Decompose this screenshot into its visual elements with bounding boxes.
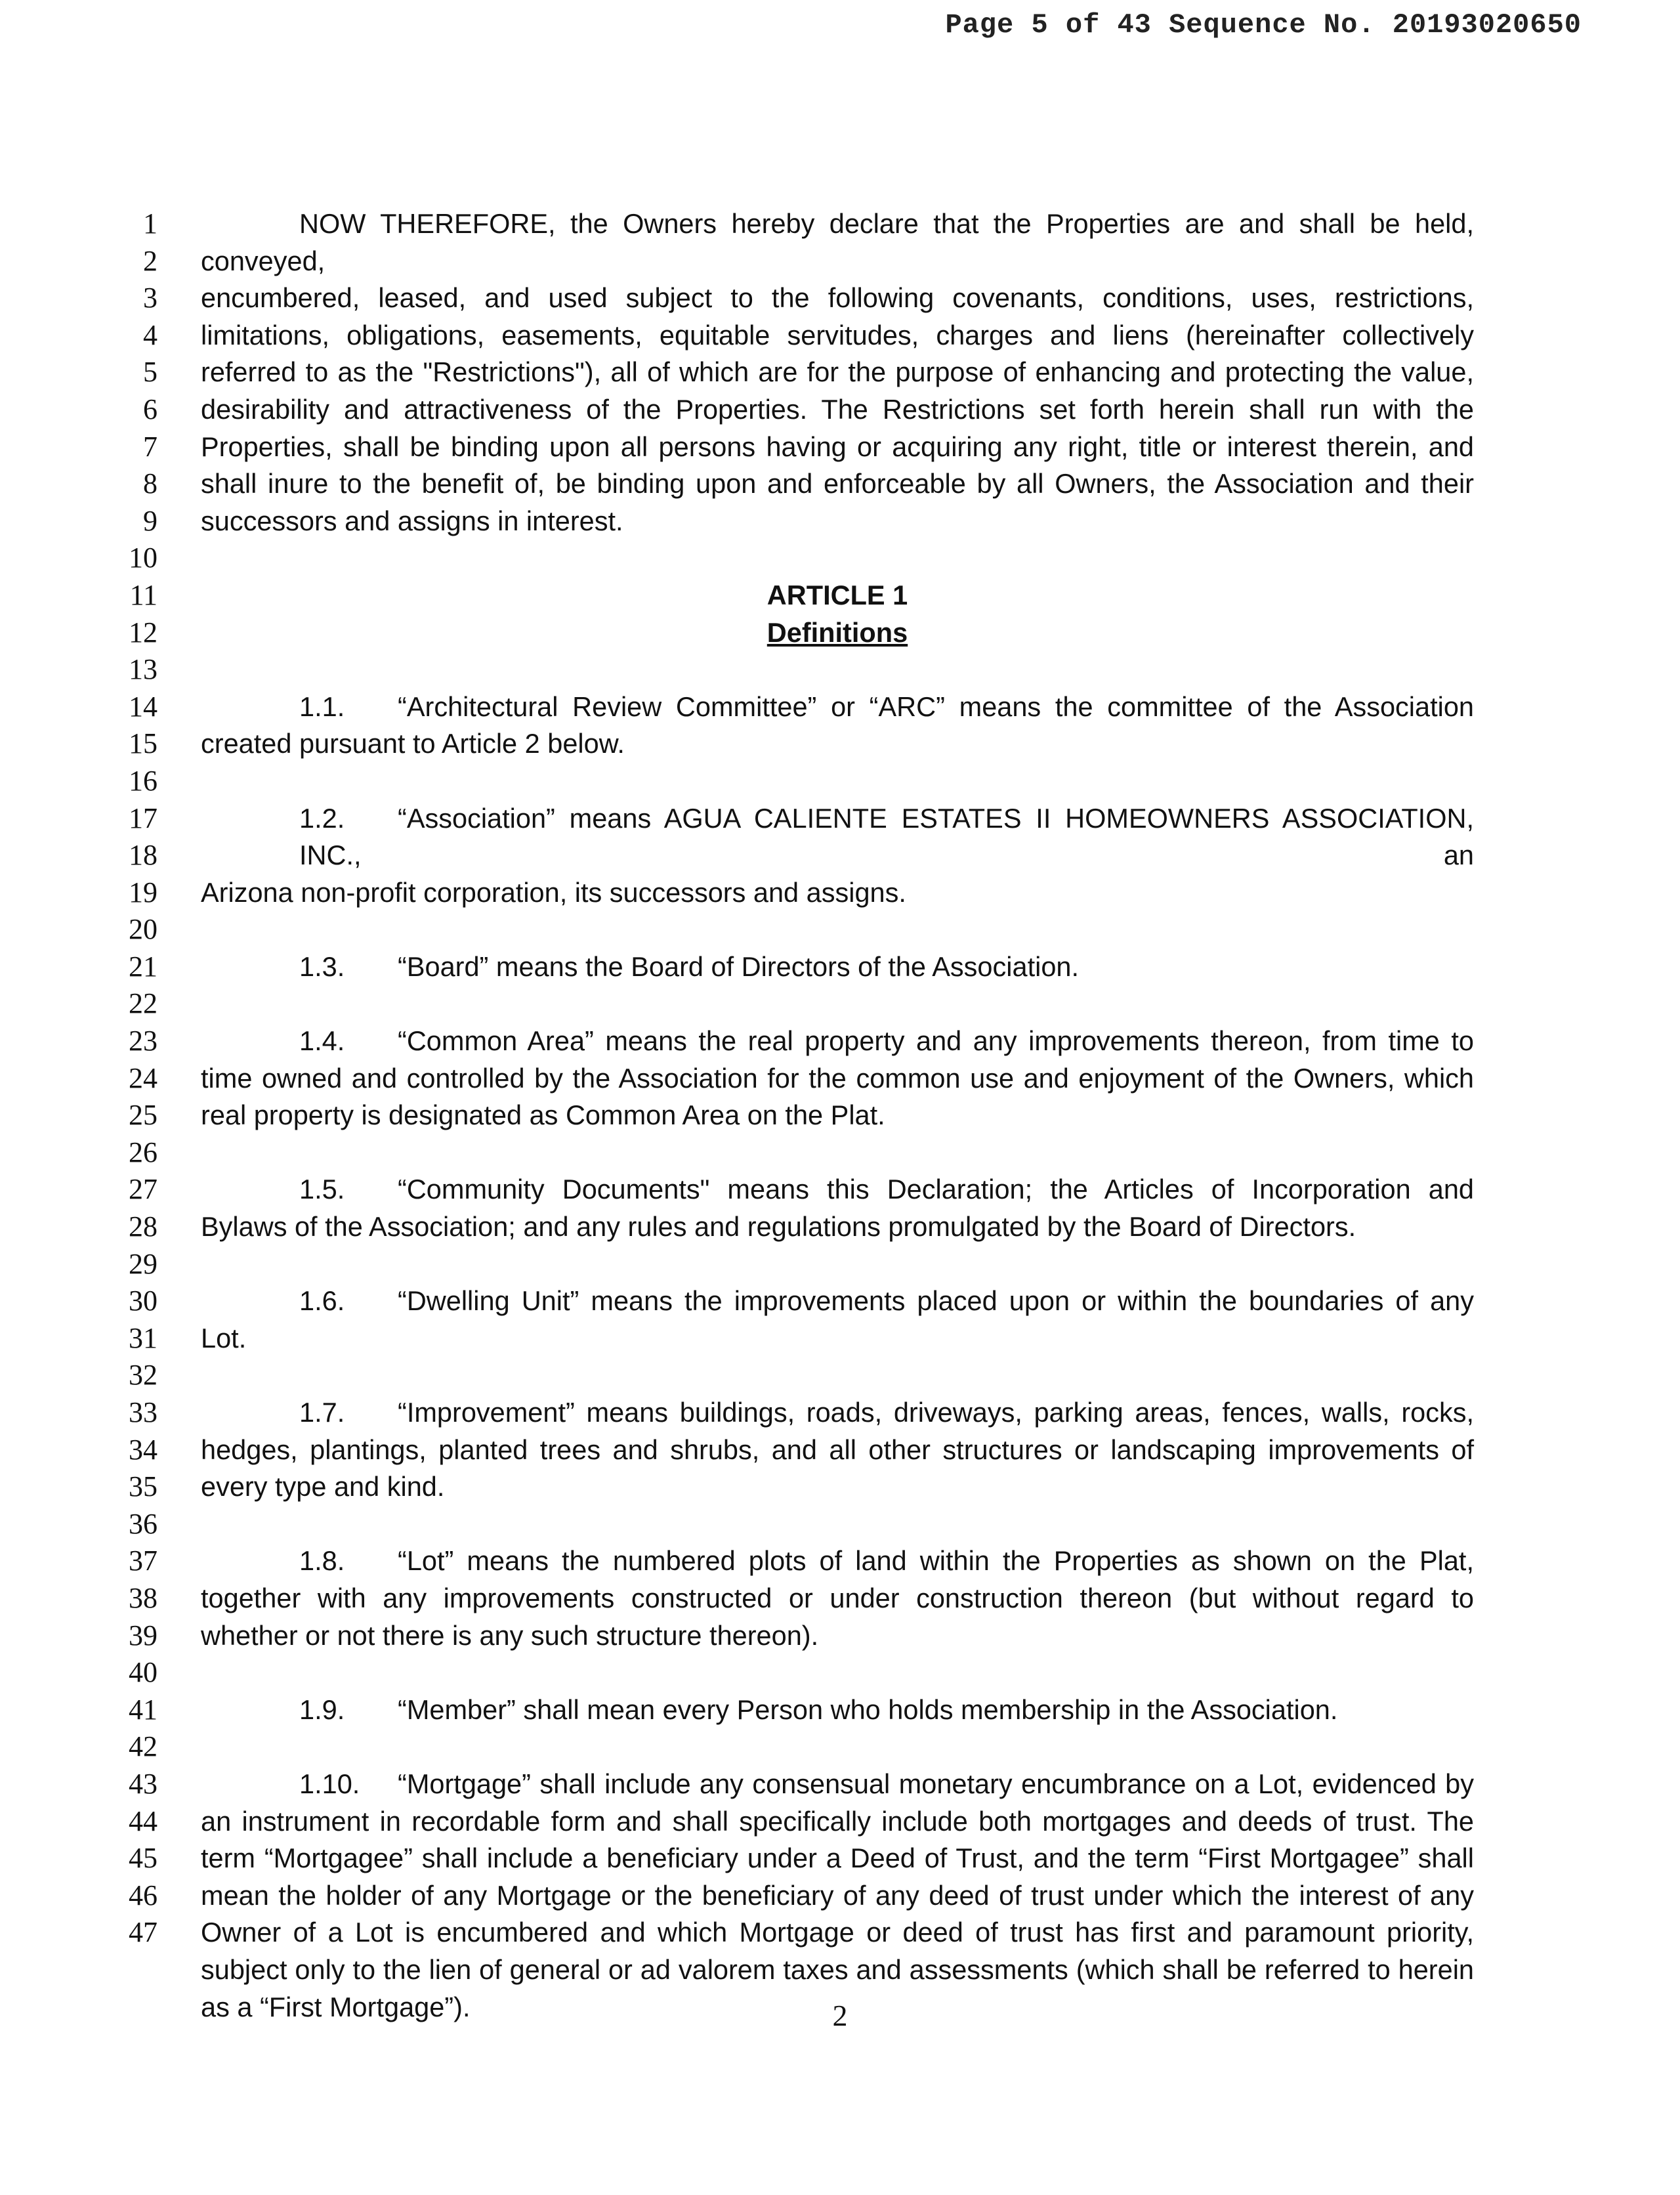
definition-line — [201, 800, 1474, 874]
definition-text: “Community Documents" means this Declaration; the Articles of Incorporation and — [398, 1174, 1474, 1205]
line-number: 42 — [129, 1730, 158, 1763]
article-title: Definitions — [766, 616, 908, 648]
line-number: 35 — [129, 1470, 158, 1503]
blank-line — [201, 1246, 1474, 1283]
definition-text: “Member” shall mean every Person who holds membership in the Association. — [398, 1694, 1338, 1725]
page-number: 2 — [832, 1999, 848, 2032]
line-number: 23 — [129, 1025, 158, 1057]
section-number: 1.2. — [299, 802, 345, 834]
line-number: 30 — [129, 1285, 158, 1317]
line-number: 4 — [143, 318, 158, 351]
intro-line: successors and assigns in interest. — [201, 505, 623, 536]
line-number: 47 — [129, 1916, 158, 1949]
blank-line — [201, 1654, 1474, 1692]
line-number: 20 — [129, 913, 158, 946]
definition-text: “Common Area” means the real property and any improvements thereon, from time to — [398, 1025, 1474, 1057]
line-number: 13 — [129, 653, 158, 686]
line-number: 31 — [129, 1321, 158, 1354]
line-number: 8 — [143, 467, 158, 500]
line-number: 12 — [129, 616, 158, 649]
page-header: Page 5 of 43 Sequence No. 20193020650 — [945, 9, 1582, 41]
line-number: 17 — [129, 801, 158, 834]
line-number: 5 — [143, 356, 158, 389]
definition-section — [201, 1692, 1474, 1729]
line-number: 26 — [129, 1136, 158, 1168]
definition-line — [201, 689, 1474, 726]
intro-line: Properties, shall be binding upon all persons having or acquiring any right, title or interest therein, and — [201, 431, 1474, 462]
blank-line — [201, 911, 1474, 948]
definition-section — [201, 800, 1474, 912]
definition-line: as a “First Mortgage”). — [201, 1991, 471, 2022]
definition-line: time owned and controlled by the Association for the common use and enjoyment of the Owners, which — [201, 1062, 1474, 1094]
line-number: 46 — [129, 1879, 158, 1911]
intro-paragraph — [201, 205, 1474, 540]
intro-line: NOW THEREFORE, the Owners hereby declare that the Properties are and shall be held, conveyed, — [201, 208, 1474, 276]
definition-text: “Mortgage” shall include any consensual monetary encumbrance on a Lot, evidenced by — [398, 1768, 1474, 1799]
definition-line — [201, 1766, 1474, 1803]
document-body — [201, 205, 1474, 2026]
definition-line: together with any improvements constructed or under construction thereon (but without regard to — [201, 1582, 1474, 1613]
line-number: 29 — [129, 1247, 158, 1280]
definition-section — [201, 1023, 1474, 1134]
intro-line: limitations, obligations, easements, equitable servitudes, charges and liens (hereinafter collectively — [201, 319, 1474, 351]
intro-line: encumbered, leased, and used subject to the following covenants, conditions, uses, restrictions, — [201, 282, 1474, 314]
blank-line — [201, 985, 1474, 1023]
line-number: 19 — [129, 876, 158, 908]
line-number: 18 — [129, 839, 158, 872]
definition-line: created pursuant to Article 2 below. — [201, 728, 625, 759]
line-number: 25 — [129, 1099, 158, 1132]
blank-line — [201, 651, 1474, 689]
definition-section — [201, 689, 1474, 763]
line-number: 16 — [129, 764, 158, 797]
section-number: 1.5. — [299, 1174, 345, 1205]
definition-line — [201, 948, 1474, 986]
definitions-list — [201, 651, 1474, 2026]
section-number: 1.7. — [299, 1397, 345, 1428]
blank-line — [201, 1357, 1474, 1394]
definition-line: mean the holder of any Mortgage or the beneficiary of any deed of trust under which the interest of any — [201, 1879, 1474, 1911]
definition-section — [201, 1543, 1474, 1654]
blank-line — [201, 540, 1474, 577]
definition-line: Bylaws of the Association; and any rules and regulations promulgated by the Board of Directors. — [201, 1211, 1356, 1243]
definition-text: “Board” means the Board of Directors of the Association. — [398, 950, 1080, 982]
section-number: 1.8. — [299, 1545, 345, 1577]
line-number: 40 — [129, 1656, 158, 1689]
blank-line — [201, 1728, 1474, 1766]
line-number: 32 — [129, 1359, 158, 1392]
definition-line: every type and kind. — [201, 1471, 445, 1502]
section-number: 1.1. — [299, 691, 345, 722]
line-number: 28 — [129, 1210, 158, 1243]
definition-text: “Dwelling Unit” means the improvements placed upon or within the boundaries of any — [398, 1285, 1474, 1317]
line-number: 15 — [129, 727, 158, 760]
line-number: 22 — [129, 987, 158, 1020]
line-number: 6 — [143, 393, 158, 425]
definition-line: subject only to the lien of general or ad valorem taxes and assessments (which shall be referred to herein — [201, 1953, 1474, 1985]
line-number: 9 — [143, 504, 158, 537]
definition-line — [201, 1394, 1474, 1432]
line-number: 11 — [129, 578, 158, 611]
line-number: 2 — [143, 244, 158, 277]
definition-section — [201, 1283, 1474, 1357]
line-number: 14 — [129, 690, 158, 723]
definition-section — [201, 1171, 1474, 1245]
line-number: 44 — [129, 1804, 158, 1837]
line-number: 10 — [129, 542, 158, 574]
section-number: 1.3. — [299, 950, 345, 982]
section-number: 1.6. — [299, 1285, 345, 1317]
line-number: 41 — [129, 1693, 158, 1726]
blank-line — [201, 763, 1474, 800]
definition-line — [201, 1692, 1474, 1729]
line-number: 21 — [129, 950, 158, 983]
line-number: 38 — [129, 1581, 158, 1614]
blank-line — [201, 1506, 1474, 1543]
definition-line: term “Mortgagee” shall include a beneficiary under a Deed of Trust, and the term “First Mortgagee” shall — [201, 1843, 1474, 1874]
definition-line: whether or not there is any such structure thereon). — [201, 1619, 819, 1651]
line-number: 45 — [129, 1842, 158, 1875]
intro-line: desirability and attractiveness of the Properties. The Restrictions set forth herein shall run with the — [201, 393, 1474, 425]
line-number: 1 — [143, 207, 158, 240]
article-number: ARTICLE 1 — [766, 579, 908, 610]
definition-text: “Lot” means the numbered plots of land within the Properties as shown on the Plat, — [398, 1545, 1474, 1577]
line-number: 37 — [129, 1545, 158, 1577]
intro-line: shall inure to the benefit of, be binding upon and enforceable by all Owners, the Association and their — [201, 468, 1474, 500]
line-number: 43 — [129, 1767, 158, 1800]
blank-line — [201, 1134, 1474, 1172]
definition-line — [201, 1171, 1474, 1208]
section-number: 1.9. — [299, 1694, 345, 1725]
definition-line: Owner of a Lot is encumbered and which Mortgage or deed of trust has first and paramount priority, — [201, 1917, 1474, 1948]
section-number: 1.4. — [299, 1025, 345, 1057]
section-number: 1.10. — [299, 1768, 360, 1799]
line-number: 24 — [129, 1061, 158, 1094]
line-number-column — [98, 205, 158, 1951]
line-number: 27 — [129, 1173, 158, 1206]
line-number: 7 — [143, 430, 158, 463]
definition-line: Arizona non-profit corporation, its successors and assigns. — [201, 876, 906, 908]
definition-line — [201, 1023, 1474, 1060]
intro-line: referred to as the "Restrictions"), all of which are for the purpose of enhancing and protecting the value, — [201, 356, 1474, 388]
definition-line: an instrument in recordable form and shall specifically include both mortgages and deeds of trust. The — [201, 1805, 1474, 1837]
line-number: 36 — [129, 1507, 158, 1540]
definition-section — [201, 948, 1474, 986]
line-number: 34 — [129, 1433, 158, 1466]
line-number: 3 — [143, 282, 158, 314]
definition-section — [201, 1766, 1474, 2026]
definition-line: Lot. — [201, 1322, 247, 1353]
line-number: 39 — [129, 1619, 158, 1652]
line-number: 33 — [129, 1396, 158, 1428]
definition-line: real property is designated as Common Area on the Plat. — [201, 1099, 885, 1131]
definition-line — [201, 1283, 1474, 1320]
definition-text: “Improvement” means buildings, roads, driveways, parking areas, fences, walls, rocks, — [398, 1397, 1474, 1428]
definition-section — [201, 1394, 1474, 1506]
definition-text: “Association” means AGUA CALIENTE ESTATES II HOMEOWNERS ASSOCIATION, INC., an — [299, 802, 1474, 871]
definition-text: “Architectural Review Committee” or “ARC” means the committee of the Association — [398, 691, 1474, 722]
definition-line — [201, 1543, 1474, 1580]
definition-line: hedges, plantings, planted trees and shrubs, and all other structures or landscaping improvements of — [201, 1434, 1474, 1465]
